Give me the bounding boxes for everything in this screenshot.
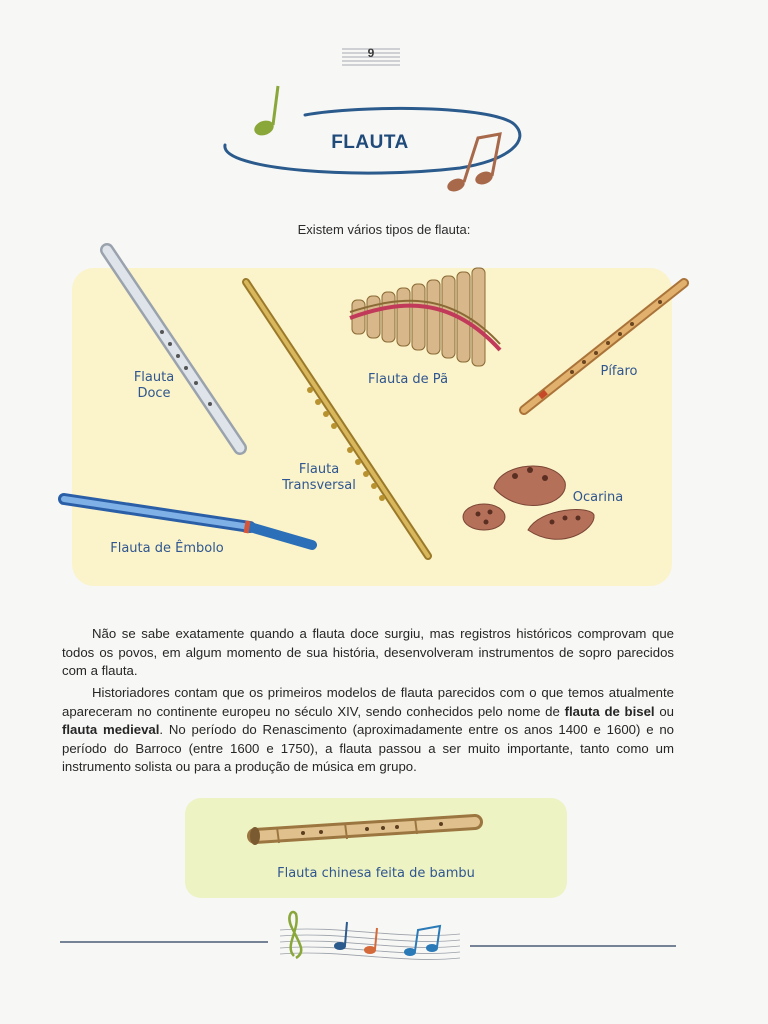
label-line-1: Ocarina: [572, 490, 624, 505]
paragraph-2: [62, 684, 674, 777]
label-pifaro: [594, 364, 644, 380]
label-ocarina: [566, 490, 630, 506]
label-line-1: Flauta: [298, 462, 340, 477]
bamboo-flute-icon: [185, 798, 567, 858]
bamboo-flute-panel: [185, 798, 567, 898]
paragraph-2-text: ou: [654, 703, 674, 719]
label-flauta-transversal: [276, 462, 362, 494]
label-flauta-de-embolo: [104, 541, 230, 557]
label-flauta-de-pa: [356, 372, 460, 388]
page-title: FLAUTA: [331, 132, 409, 153]
fife-icon: [524, 283, 684, 410]
paragraph-1: [62, 625, 674, 681]
label-line-2: Transversal: [282, 478, 356, 493]
pan-flute-icon: [350, 268, 500, 366]
term-flauta-de-bisel: flauta de bisel: [564, 703, 655, 719]
label-line-1: Pífaro: [600, 364, 638, 379]
paragraph-2-text: Historiadores contam que os primeiros modelos de flauta parecidos com o que temos atualmente apareceram no continente europeu no século XIV, sendo conhecidos pelo nome de: [62, 685, 674, 719]
intro-text: Existem vários tipos de flauta:: [297, 222, 471, 237]
recorder-icon: [107, 250, 240, 448]
term-flauta-medieval: flauta medieval: [62, 722, 160, 737]
label-line-1: Flauta: [133, 370, 175, 385]
page-number: 9: [367, 46, 375, 60]
label-flauta-doce: [128, 370, 180, 402]
paragraph-1-text: Não se sabe exatamente quando a flauta doce surgiu, mas registros históricos comprovam que todos os povos, em algum momento de sua história, desenvolveram instrumentos de sopro parecidos com a flauta.: [62, 626, 674, 678]
label-line-1: Flauta de Pã: [367, 372, 449, 387]
bamboo-flute-label: Flauta chinesa feita de bambu: [277, 866, 475, 881]
slide-whistle-icon: [64, 499, 312, 545]
label-line-1: Flauta de Êmbolo: [110, 541, 224, 556]
paragraph-2-text: . No período do Renascimento (aproximadamente entre os anos 1400 e 1600) e no período do Barroco (entre 1600 e 1750), a flauta passou a ser muito importante, tanto como um instrumento solista ou para a produção de música em grupo.: [62, 722, 674, 774]
music-notes-icon: [334, 922, 440, 956]
label-line-2: Doce: [137, 386, 171, 401]
footer-decoration: [0, 900, 768, 970]
